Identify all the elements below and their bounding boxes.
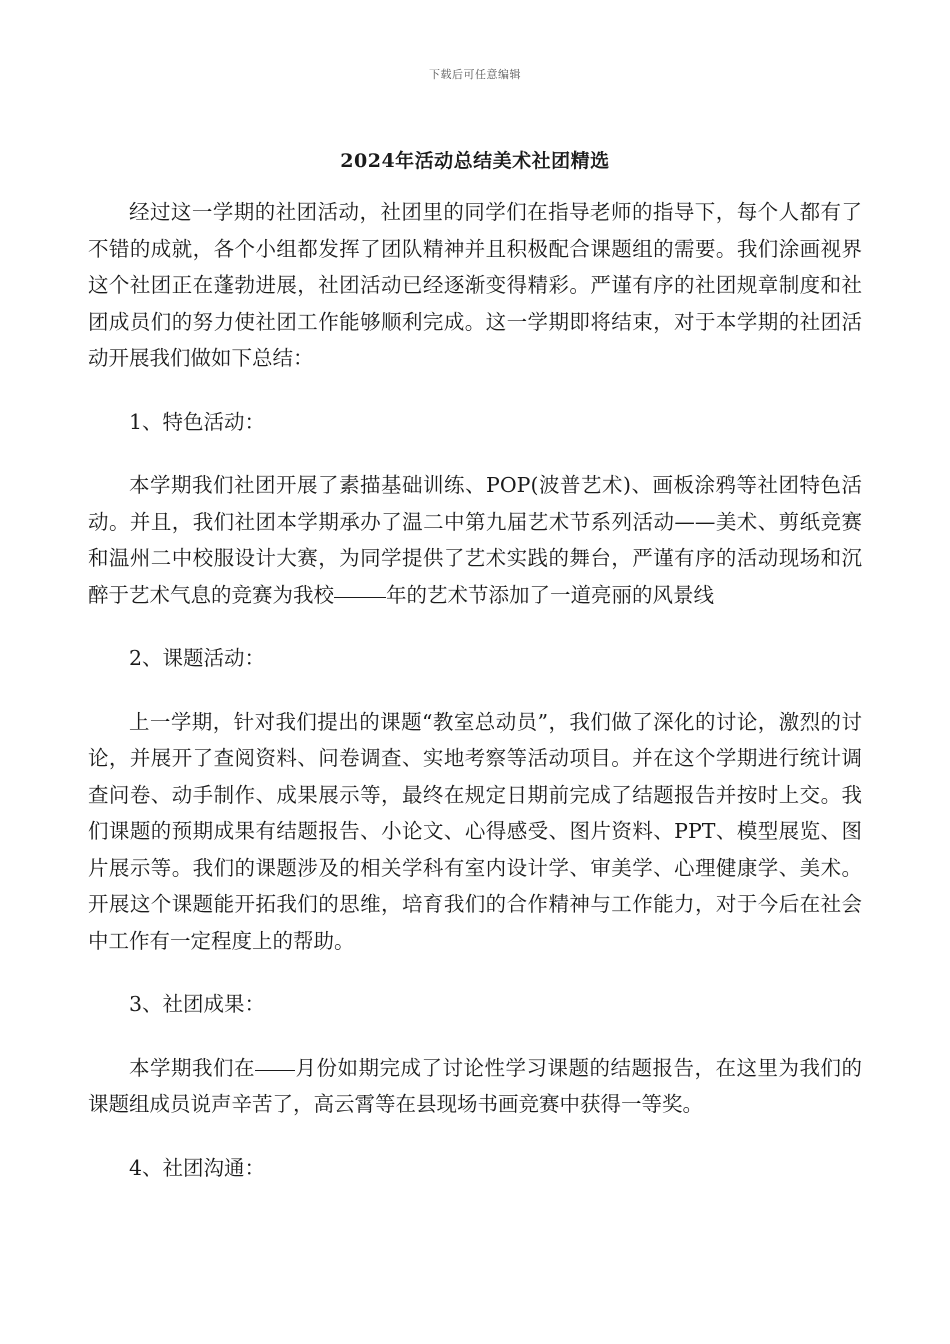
section-body-3 <box>88 1050 862 1123</box>
fill-in-blank <box>255 1049 295 1071</box>
intro-paragraph: 经过这一学期的社团活动，社团里的同学们在指导老师的指导下，每个人都有了不错的成就，各个小组都发挥了团队精神并且积极配合课题组的需要。我们涂画视界这个社团正在蓬勃进展，社团活动已经逐渐变得精彩。严谨有序的社团规章制度和社团成员们的努力使社团工作能够顺利完成。这一学期即将结束，对于本学期的社团活动开展我们做如下总结： <box>88 200 862 370</box>
section-body-3-part-b: 月份如期完成了讨论性学习课题的结题报告，在这里为我们的课题组成员说声辛苦了，高云霄等在县现场书画竞赛中获得一等奖。 <box>88 1055 862 1116</box>
section-heading-4: 4、社团沟通： <box>129 1155 266 1180</box>
section-body-1 <box>88 467 862 613</box>
section-heading-3: 3、社团成果： <box>129 992 266 1016</box>
section-heading-2: 2、课题活动： <box>129 646 266 670</box>
section-body-1-part-b: 年的艺术节添加了一道亮丽的风景线 <box>386 582 714 607</box>
section-body-1-part-a: 本学期我们社团开展了素描基础训练、POP(波普艺术)、画板涂鸦等社团特色活动。并且，我们社团本学期承办了温二中第九届艺术节系列活动——美术、剪纸竞赛和温州二中校服设计大赛，为同学提供了艺术实践的舞台，严谨有序的活动现场和沉醉于艺术气息的竞赛为我校 <box>88 473 862 607</box>
section-body-3-part-a: 本学期我们在 <box>129 1055 255 1080</box>
section-body-2: 上一学期，针对我们提出的课题“教室总动员”，我们做了深化的讨论，激烈的讨论，并展开了查阅资料、问卷调查、实地考察等活动项目。并在这个学期进行统计调查问卷、动手制作、成果展示等，最终在规定日期前完成了结题报告并按时上交。我们课题的预期成果有结题报告、小论文、心得感受、图片资料、PPT、模型展览、图片展示等。我们的课题涉及的相关学科有室内设计学、审美学、心理健康学、美术。开展这个课题能开拓我们的思维，培育我们的合作精神与工作能力，对于今后在社会中工作有一定程度上的帮助。 <box>88 709 862 953</box>
document-body <box>88 194 862 1186</box>
document-title: 2024年活动总结美术社团精选 <box>340 150 610 172</box>
page-header-note: 下载后可任意编辑 <box>429 68 521 81</box>
fill-in-blank <box>334 576 386 598</box>
section-heading-1: 1、特色活动： <box>129 409 266 434</box>
